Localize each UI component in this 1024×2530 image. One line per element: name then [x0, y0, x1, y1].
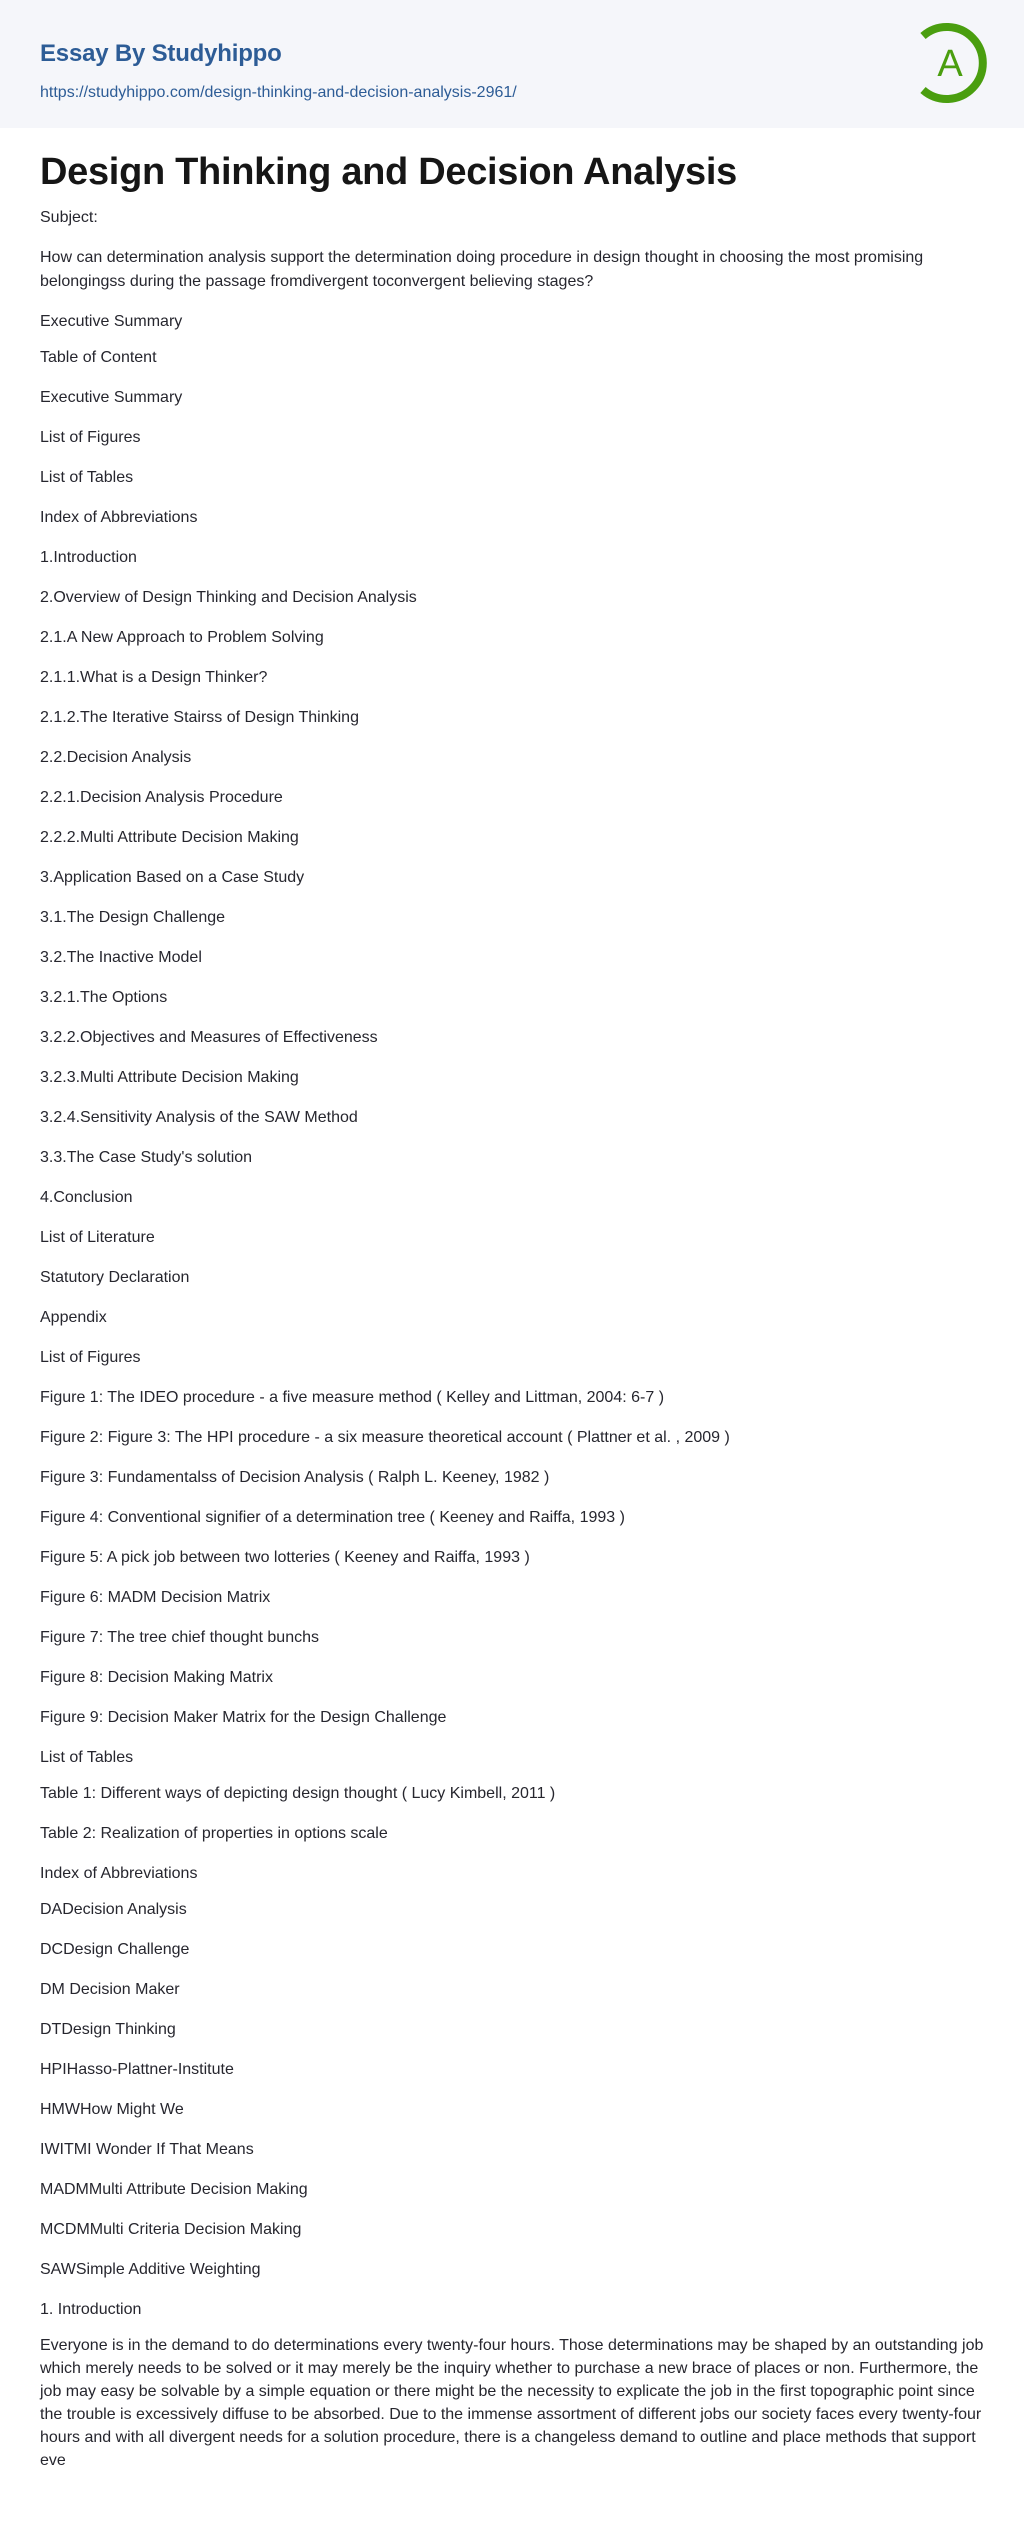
executive-summary-heading: Executive Summary: [40, 313, 183, 330]
list-of-abbreviations: [40, 1898, 984, 2282]
abbreviation-entry: DCDesign Challenge: [40, 1941, 190, 1958]
figure-entry: Figure 4: Conventional signifier of a determination tree ( Keeney and Raiffa, 1993 ): [40, 1509, 625, 1526]
toc-entry: 3.2.2.Objectives and Measures of Effectiveness: [40, 1029, 378, 1046]
tables-heading: List of Tables: [40, 1749, 134, 1766]
page-title: Design Thinking and Decision Analysis: [40, 151, 737, 193]
essay-body: [0, 148, 1024, 2472]
table-entry: Table 1: Different ways of depicting design thought ( Lucy Kimbell, 2011 ): [40, 1785, 556, 1802]
abbreviation-entry: HMWHow Might We: [40, 2101, 184, 2118]
toc-entry: List of Literature: [40, 1229, 155, 1246]
figure-entry: Figure 9: Decision Maker Matrix for the Design Challenge: [40, 1709, 447, 1726]
toc-entry: 3.2.1.The Options: [40, 989, 168, 1006]
table-of-contents: [40, 386, 984, 1330]
figure-entry: Figure 1: The IDEO procedure - a five measure method ( Kelley and Littman, 2004: 6-7 ): [40, 1389, 665, 1406]
subject-label: Subject:: [40, 209, 98, 226]
toc-entry: 3.2.3.Multi Attribute Decision Making: [40, 1069, 299, 1086]
research-question: How can determination analysis support the determination doing procedure in design thought in choosing the most promising belongingss during the passage fromdivergent toconvergent believing stages?: [40, 249, 924, 290]
studyhippo-logo-icon: [905, 18, 995, 108]
toc-entry: 2.2.2.Multi Attribute Decision Making: [40, 829, 299, 846]
abbreviation-entry: MCDMMulti Criteria Decision Making: [40, 2221, 302, 2238]
toc-entry: Statutory Declaration: [40, 1269, 190, 1286]
toc-entry: Appendix: [40, 1309, 107, 1326]
toc-entry: 3.Application Based on a Case Study: [40, 869, 305, 886]
abbreviation-entry: IWITMI Wonder If That Means: [40, 2141, 254, 2158]
toc-entry: Index of Abbreviations: [40, 509, 198, 526]
figure-entry: Figure 3: Fundamentalss of Decision Analysis ( Ralph L. Keeney, 1982 ): [40, 1469, 550, 1486]
figures-heading: List of Figures: [40, 1349, 141, 1366]
toc-entry: Executive Summary: [40, 389, 183, 406]
toc-entry: List of Figures: [40, 429, 141, 446]
toc-entry: 2.1.A New Approach to Problem Solving: [40, 629, 324, 646]
toc-entry: 2.1.2.The Iterative Stairss of Design Thinking: [40, 709, 359, 726]
toc-entry: 2.2.Decision Analysis: [40, 749, 192, 766]
list-of-figures: [40, 1386, 984, 1730]
figure-entry: Figure 2: Figure 3: The HPI procedure - a six measure theoretical account ( Plattner et al. , 2009 ): [40, 1429, 730, 1446]
logo-letter: A: [937, 43, 963, 85]
abbreviation-entry: DM Decision Maker: [40, 1981, 180, 1998]
abbreviations-heading: Index of Abbreviations: [40, 1865, 198, 1882]
toc-entry: 3.2.The Inactive Model: [40, 949, 202, 966]
toc-entry: 3.3.The Case Study's solution: [40, 1149, 253, 1166]
toc-entry: 3.2.4.Sensitivity Analysis of the SAW Method: [40, 1109, 358, 1126]
abbreviation-entry: DTDesign Thinking: [40, 2021, 176, 2038]
figure-entry: Figure 7: The tree chief thought bunchs: [40, 1629, 319, 1646]
source-url-link[interactable]: https://studyhippo.com/design-thinking-and-decision-analysis-2961/: [40, 84, 517, 101]
toc-entry: 2.Overview of Design Thinking and Decision Analysis: [40, 589, 417, 606]
introduction-paragraph: Everyone is in the demand to do determinations every twenty-four hours. Those determinations may be shaped by an outstanding job which merely needs to be solved or it may merely be the inquiry whether to purchase a new brace of places or non. Furthermore, the job may easy be solvable by a simple equation or there might be the necessity to explicate the job in the first topographic point since the trouble is excessively diffuse to be absorbed. Due to the immense assortment of different jobs our society faces every twenty-four hours and with all divergent needs for a solution procedure, there is a changeless demand to outline and place methods that support eve: [40, 2337, 984, 2469]
toc-entry: 2.2.1.Decision Analysis Procedure: [40, 789, 283, 806]
toc-entry: 4.Conclusion: [40, 1189, 133, 1206]
figure-entry: Figure 6: MADM Decision Matrix: [40, 1589, 271, 1606]
abbreviation-entry: SAWSimple Additive Weighting: [40, 2261, 261, 2278]
abbreviation-entry: MADMMulti Attribute Decision Making: [40, 2181, 308, 2198]
figure-entry: Figure 8: Decision Making Matrix: [40, 1669, 273, 1686]
toc-entry: 1.Introduction: [40, 549, 137, 566]
toc-entry: 2.1.1.What is a Design Thinker?: [40, 669, 268, 686]
abbreviation-entry: DADecision Analysis: [40, 1901, 187, 1918]
list-of-tables: [40, 1782, 984, 1846]
introduction-heading: 1. Introduction: [40, 2301, 142, 2318]
toc-entry: 3.1.The Design Challenge: [40, 909, 226, 926]
abbreviation-entry: HPIHasso-Plattner-Institute: [40, 2061, 234, 2078]
page-header: [0, 0, 1024, 128]
toc-entry: List of Tables: [40, 469, 134, 486]
brand-title: Essay By Studyhippo: [40, 40, 282, 67]
figure-entry: Figure 5: A pick job between two lotteries ( Keeney and Raiffa, 1993 ): [40, 1549, 530, 1566]
table-entry: Table 2: Realization of properties in options scale: [40, 1825, 388, 1842]
toc-heading: Table of Content: [40, 349, 157, 366]
